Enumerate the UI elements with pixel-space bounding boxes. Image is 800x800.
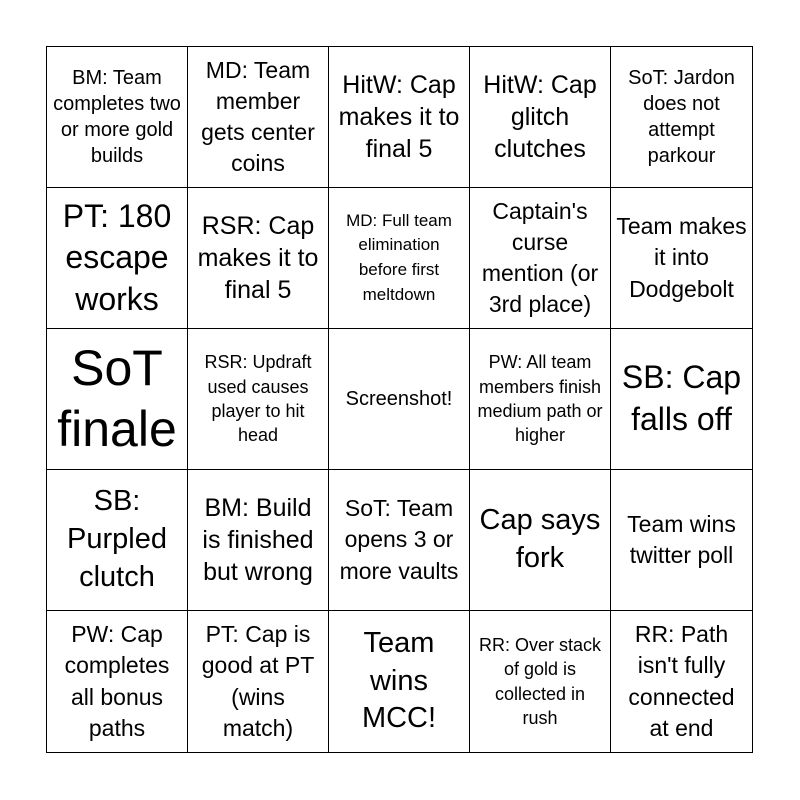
bingo-board (46, 46, 753, 753)
cell-text: Team wins MCC! (361, 626, 437, 735)
cell-text: BM: Build is finished but wrong (202, 494, 314, 586)
bingo-cell[interactable] (470, 188, 611, 329)
bingo-cell[interactable] (47, 188, 188, 329)
cell-text: RR: Path isn't fully connected at end (628, 621, 735, 741)
bingo-cell[interactable] (47, 611, 188, 752)
cell-text: PW: All team members finish medium path or higher (477, 352, 603, 446)
bingo-cell[interactable] (470, 611, 611, 752)
bingo-cell[interactable] (47, 47, 188, 188)
cell-text: RSR: Updraft used causes player to hit head (204, 352, 312, 446)
cell-text: Screenshot! (345, 388, 453, 410)
cell-text: MD: Full team elimination before first meltdown (346, 210, 452, 304)
bingo-cell[interactable] (470, 470, 611, 611)
bingo-cell[interactable] (329, 47, 470, 188)
bingo-cell[interactable] (329, 611, 470, 752)
bingo-cell[interactable] (329, 188, 470, 329)
bingo-cell[interactable] (470, 47, 611, 188)
cell-text: SoT: Jardon does not attempt parkour (628, 67, 735, 167)
bingo-cell[interactable] (188, 470, 329, 611)
bingo-cell[interactable] (611, 470, 752, 611)
bingo-cell[interactable] (470, 329, 611, 470)
bingo-cell[interactable] (47, 470, 188, 611)
cell-text: Team wins twitter poll (627, 510, 736, 568)
cell-text: SB: Cap falls off (621, 359, 742, 437)
cell-text: SoT finale (57, 340, 177, 457)
cell-text: Cap says fork (479, 504, 601, 574)
cell-text: HitW: Cap glitch clutches (483, 71, 597, 163)
bingo-cell[interactable] (611, 611, 752, 752)
bingo-cell[interactable] (188, 329, 329, 470)
bingo-cell[interactable] (188, 611, 329, 752)
cell-text: PT: 180 escape works (62, 197, 172, 317)
cell-text: PT: Cap is good at PT (wins match) (201, 621, 315, 741)
cell-text: RR: Over stack of gold is collected in rush (478, 634, 602, 728)
cell-text: BM: Team completes two or more gold builds (53, 67, 181, 167)
cell-text: MD: Team member gets center coins (201, 56, 315, 177)
bingo-cell[interactable] (188, 188, 329, 329)
bingo-cell[interactable] (611, 329, 752, 470)
bingo-cell[interactable] (188, 47, 329, 188)
cell-text: RSR: Cap makes it to final 5 (197, 212, 319, 304)
bingo-cell[interactable] (47, 329, 188, 470)
cell-text: Team makes it into Dodgebolt (616, 213, 747, 302)
bingo-cell[interactable] (611, 188, 752, 329)
cell-text: SoT: Team opens 3 or more vaults (339, 495, 459, 584)
cell-text: HitW: Cap makes it to final 5 (338, 71, 460, 163)
bingo-cell[interactable] (611, 47, 752, 188)
cell-text: PW: Cap completes all bonus paths (64, 621, 170, 741)
bingo-cell[interactable] (329, 329, 470, 470)
cell-text: Captain's curse mention (or 3rd place) (481, 197, 599, 318)
cell-text: SB: Purpled clutch (67, 485, 167, 593)
bingo-cell[interactable] (329, 470, 470, 611)
